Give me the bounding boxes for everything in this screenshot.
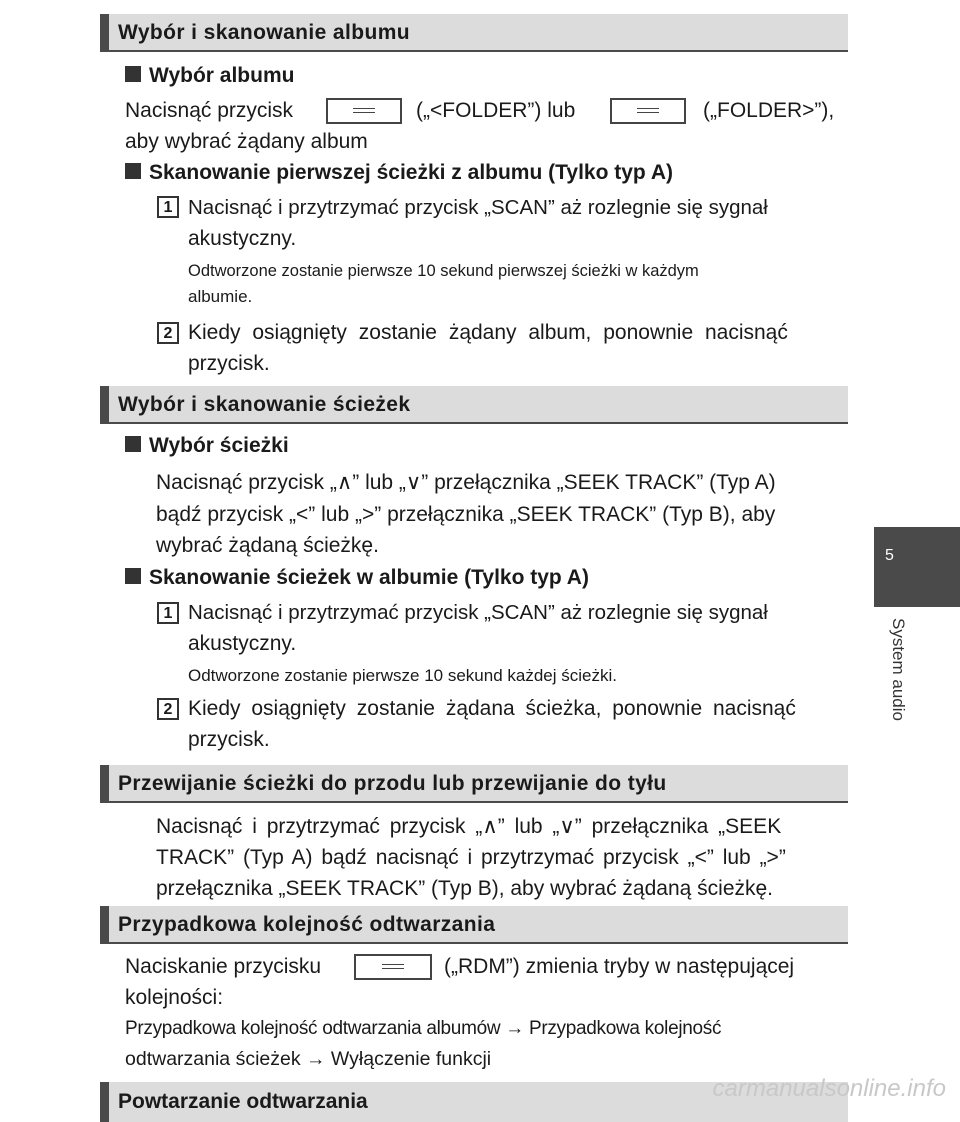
paragraph-line: Naciskanie przycisku [125, 955, 322, 978]
paragraph-line: Nacisnąć przycisk „∧” lub „∨” przełącznika „SEEK TRACK” (Typ A) [156, 471, 776, 494]
watermark: carmanualsonline.info [712, 1075, 946, 1102]
paragraph-line: odtwarzania ścieżek → Wyłączenie funkcji [125, 1048, 492, 1070]
folder-down-button-icon [326, 98, 402, 124]
step-text: Kiedy osiągnięty zostanie żądana ścieżka, ponownie nacisnąć [188, 697, 796, 720]
rdm-button-icon [354, 954, 432, 980]
step-number: 1 [157, 196, 179, 218]
paragraph-line: kolejności: [125, 986, 224, 1009]
subheading-scan-tracks: Skanowanie ścieżek w albumie (Tylko typ A) [125, 566, 589, 590]
section-title: Przewijanie ścieżki do przodu lub przewijanie do tyłu [118, 772, 667, 795]
square-bullet-icon [125, 163, 141, 179]
square-bullet-icon [125, 66, 141, 82]
square-bullet-icon [125, 568, 141, 584]
paragraph-line: Nacisnąć i przytrzymać przycisk „∧” lub „∨” przełącznika „SEEK [156, 815, 782, 838]
subheading-select-track: Wybór ścieżki [125, 434, 289, 458]
step-text: akustyczny. [188, 227, 297, 250]
step-text: przycisk. [188, 728, 270, 751]
paragraph-line: przełącznika „SEEK TRACK” (Typ B), aby wybrać żądaną ścieżkę. [156, 877, 774, 900]
paragraph-line: aby wybrać żądany album [125, 130, 368, 153]
paragraph-line: Przypadkowa kolejność odtwarzania albumów → Przypadkowa kolejność [125, 1018, 722, 1039]
paragraph-line: („RDM”) zmienia tryby w następującej [444, 955, 795, 978]
note-text: albumie. [188, 287, 253, 306]
step-text: przycisk. [188, 352, 270, 375]
paragraph-line: bądź przycisk „<” lub „>” przełącznika „SEEK TRACK” (Typ B), aby [156, 503, 776, 526]
step-number: 2 [157, 698, 179, 720]
section-header-random [100, 906, 848, 944]
square-bullet-icon [125, 436, 141, 452]
paragraph-line: TRACK” (Typ A) bądź nacisnąć i przytrzymać przycisk „<” lub „>” [156, 846, 786, 869]
section-title: Wybór i skanowanie ścieżek [118, 393, 411, 416]
step-number: 2 [157, 322, 179, 344]
paragraph-line: („<FOLDER”) lub [416, 99, 576, 122]
chapter-tab [874, 527, 960, 607]
subheading-scan-first-track: Skanowanie pierwszej ścieżki z albumu (Tylko typ A) [125, 161, 673, 185]
step-text: Nacisnąć i przytrzymać przycisk „SCAN” aż rozlegnie się sygnał [188, 196, 768, 219]
folder-up-button-icon [610, 98, 686, 124]
section-header-album [100, 14, 848, 52]
section-header-tracks [100, 386, 848, 424]
chapter-number: 5 [885, 547, 894, 564]
section-title: Wybór i skanowanie albumu [118, 21, 411, 44]
section-title: Powtarzanie odtwarzania [118, 1090, 368, 1113]
chapter-label: System audio [889, 618, 908, 721]
section-title: Przypadkowa kolejność odtwarzania [118, 913, 496, 936]
note-text: Odtworzone zostanie pierwsze 10 sekund pierwszej ścieżki w każdym [188, 262, 699, 280]
step-text: Nacisnąć i przytrzymać przycisk „SCAN” aż rozlegnie się sygnał [188, 601, 768, 624]
step-number: 1 [157, 602, 179, 624]
section-header-seek [100, 765, 848, 803]
step-text: akustyczny. [188, 632, 297, 655]
paragraph-line: wybrać żądaną ścieżkę. [156, 534, 379, 557]
subheading-select-album: Wybór albumu [125, 64, 294, 88]
note-text: Odtworzone zostanie pierwsze 10 sekund każdej ścieżki. [188, 666, 617, 685]
paragraph-line: („FOLDER>”), [703, 99, 835, 122]
step-text: Kiedy osiągnięty zostanie żądany album, ponownie nacisnąć [188, 321, 788, 344]
paragraph-line: Nacisnąć przycisk [125, 99, 294, 122]
